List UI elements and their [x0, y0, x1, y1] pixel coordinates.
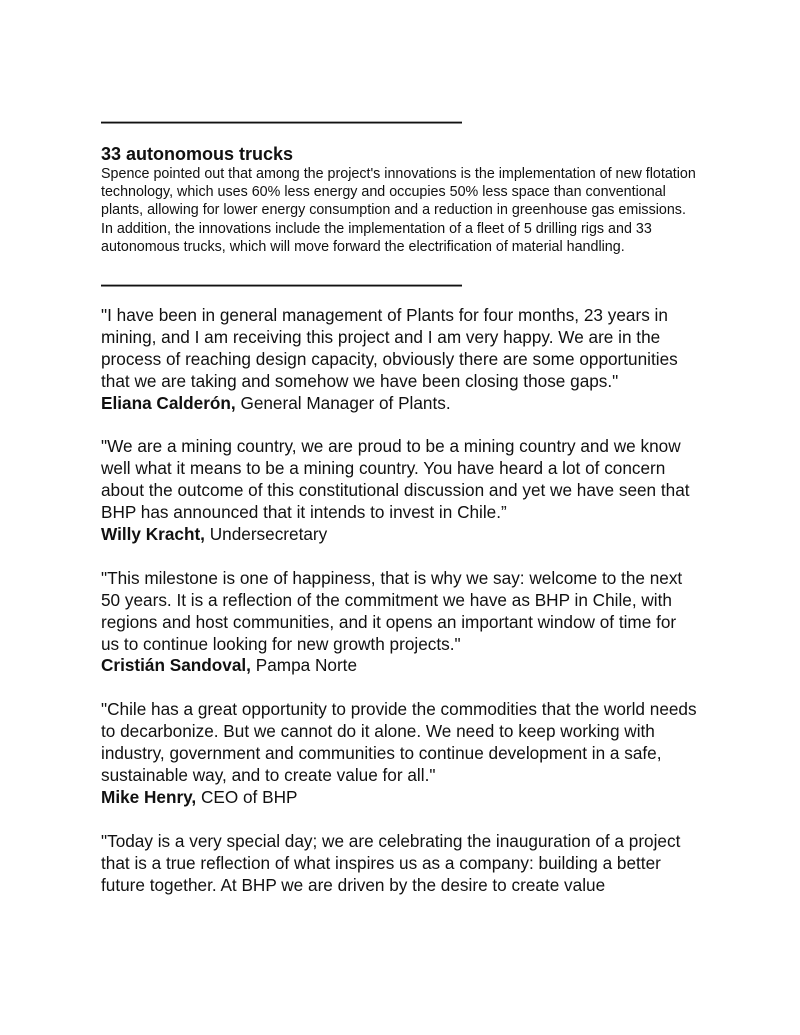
speaker-role: General Manager of Plants. [235, 392, 451, 413]
quote-block-calderon [101, 305, 701, 415]
quote-text: "Chile has a great opportunity to provide the commodities that the world needs to decarbonize. But we cannot do it alone. We need to keep working with industry, government and communities to continue development in a safe, sustainable way, and to create value for all." [101, 699, 697, 785]
document-page [101, 112, 701, 896]
paragraph-spacer [101, 809, 701, 831]
quote-text: "We are a mining country, we are proud to be a mining country and we know well what it means to be a mining country. You have heard a lot of concern about the outcome of this constitutional discussion and yet we have seen that BHP has announced that it intends to invest in Chile.” [101, 436, 690, 523]
quote-attribution [101, 393, 701, 415]
speaker-name: Mike Henry, [101, 786, 197, 807]
quote-block-kracht [101, 436, 701, 546]
paragraph-spacer [101, 677, 701, 699]
section-body: Spence pointed out that among the project's innovations is the implementation of new flotation technology, which uses 60% less energy and occupies 50% less space than conventional plants, allowing for lower energy consumption and a reduction in greenhouse gas emissions. In addition, the innovations include the implementation of a fleet of 5 drilling rigs and 33 autonomous trucks, which will move forward the electrification of material handling. [101, 166, 696, 255]
speaker-role: Pampa Norte [250, 655, 358, 676]
quote-block-henry [101, 699, 701, 809]
quote-block-sandoval [101, 568, 701, 678]
speaker-name: Willy Kracht, [101, 524, 205, 545]
quote-text: "This milestone is one of happiness, that is why we say: welcome to the next 50 years. It is a reflection of the commitment we have as BHP in Chile, with regions and host communities, and it opens an important window of time for us to continue looking for new growth projects." [101, 567, 683, 654]
quote-text: "Today is a very special day; we are celebrating the inauguration of a project that is a true reflection of what inspires us as a company: building a better future together. At BHP we are driven by the desire to create value [101, 830, 681, 895]
divider-middle: ——————————————————— [101, 275, 462, 297]
paragraph-spacer [101, 546, 701, 568]
quote-block-continued [101, 831, 701, 897]
section-title: 33 autonomous trucks [101, 144, 294, 164]
paragraph-spacer [101, 415, 701, 437]
quote-attribution [101, 787, 701, 809]
speaker-role: CEO of BHP [196, 786, 298, 807]
quote-attribution [101, 655, 701, 677]
speaker-name: Eliana Calderón, [101, 392, 236, 413]
speaker-name: Cristián Sandoval, [101, 655, 251, 676]
quote-text: "I have been in general management of Plants for four months, 23 years in mining, and I am receiving this project and I am very happy. We are in the process of reaching design capacity, obviously there are some opportunities that we are taking and somehow we have been closing those gaps." [101, 305, 678, 391]
quote-attribution [101, 524, 701, 546]
speaker-role: Undersecretary [204, 524, 328, 545]
divider-top: ——————————————————— [101, 112, 462, 133]
